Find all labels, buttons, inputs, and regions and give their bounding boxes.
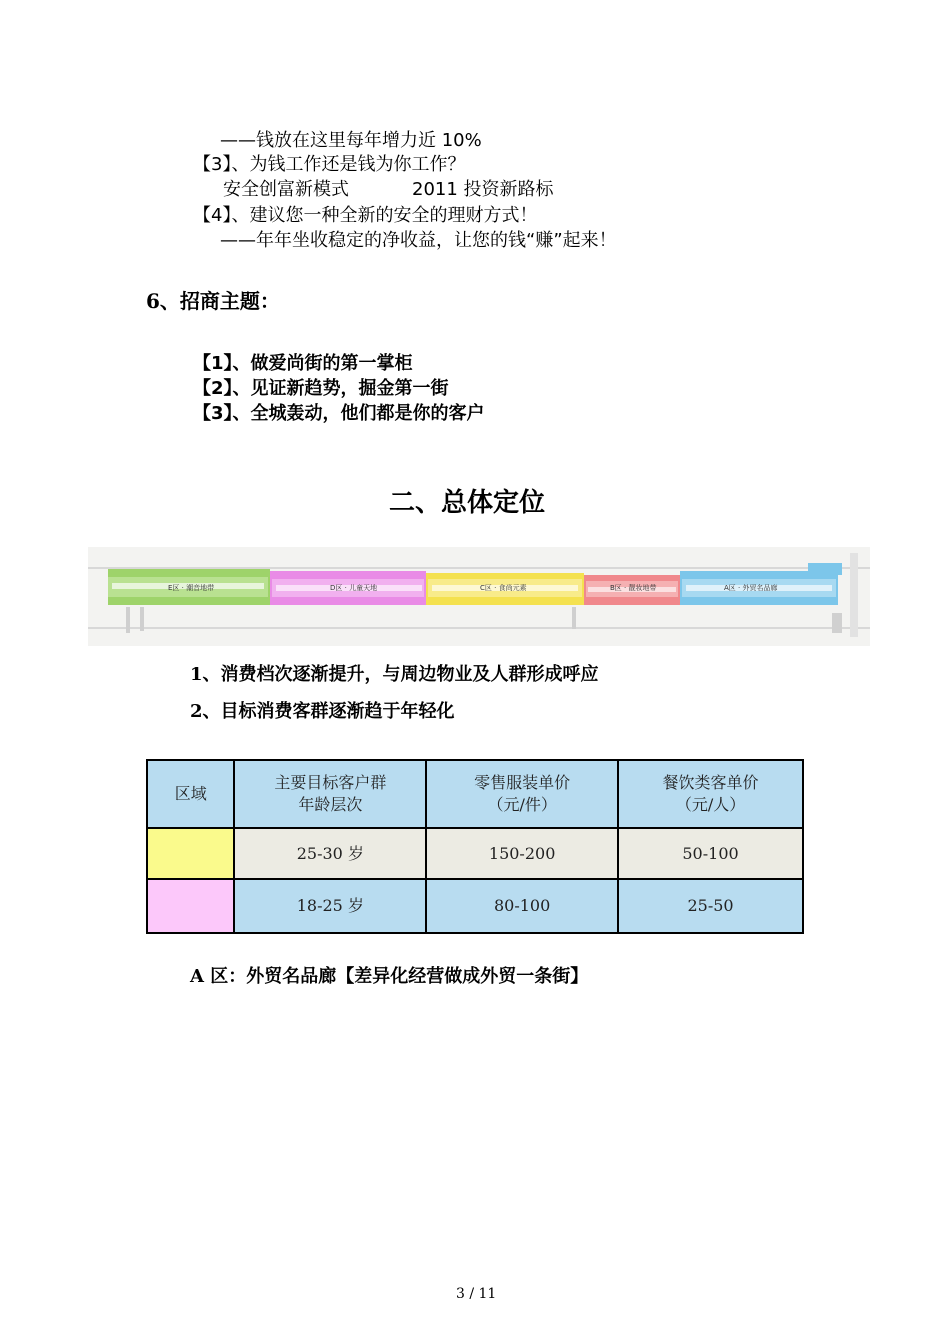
header-retail-line1: 零售服装单价 — [474, 773, 571, 792]
header-retail-line2: （元/件） — [487, 795, 557, 814]
header-zone-text: 区域 — [174, 784, 207, 803]
retail-price-cell: 150-200 — [426, 828, 618, 879]
site-plan-map — [88, 547, 870, 646]
table-row — [147, 879, 803, 933]
food-price-cell: 25-50 — [618, 879, 803, 933]
header-retail — [426, 760, 618, 828]
section-6-item-1: 【1】、做爱尚街的第一掌柜 — [193, 353, 413, 374]
retail-price-cell: 80-100 — [426, 879, 618, 933]
positioning-table — [146, 759, 804, 934]
text-line-3a: 安全创富新模式 — [223, 179, 349, 200]
point-1: 1、消费档次逐渐提升，与周边物业及人群形成呼应 — [190, 664, 599, 685]
header-age-line1: 主要目标客户群 — [274, 773, 387, 792]
point-2: 2、目标消费客群逐渐趋于年轻化 — [190, 701, 455, 722]
site-plan-svg — [88, 547, 870, 646]
header-food-line1: 餐饮类客单价 — [662, 773, 759, 792]
text-line-4: 【4】、建议您一种全新的安全的理财方式！ — [193, 205, 538, 226]
zone-c-label: C区 · 食尚元素 — [480, 584, 527, 592]
table-row — [147, 828, 803, 879]
text-line-5: ——年年坐收稳定的净收益，让您的钱“赚”起来！ — [220, 230, 617, 251]
header-zone — [147, 760, 234, 828]
section-6-title: 6、招商主题： — [146, 289, 280, 313]
page-number: 3 / 11 — [456, 1286, 497, 1302]
header-food-line2: （元/人） — [675, 795, 746, 814]
zone-a-label: A区 · 外贸名品廊 — [724, 584, 778, 592]
zone-a-description: A 区：外贸名品廊【差异化经营做成外贸一条街】 — [190, 966, 589, 987]
section-6-item-2: 【2】、见证新趋势，掘金第一街 — [193, 378, 449, 399]
zone-e-label: E区 · 潮音地带 — [168, 584, 215, 592]
table-header-row — [147, 760, 803, 828]
text-line-3b: 2011 投资新路标 — [412, 179, 554, 200]
age-cell: 18-25 岁 — [234, 879, 426, 933]
header-food — [618, 760, 803, 828]
zone-swatch-yellow — [147, 828, 234, 879]
zone-b-label: B区 · 靓妆地带 — [610, 584, 657, 592]
zone-d-label: D区 · 儿童天地 — [330, 584, 378, 592]
section-6-item-3: 【3】、全城轰动，他们都是你的客户 — [193, 403, 485, 424]
header-age — [234, 760, 426, 828]
section-heading: 二、总体定位 — [389, 488, 546, 518]
text-line-1: ——钱放在这里每年增力近 10% — [220, 130, 482, 151]
header-age-line2: 年龄层次 — [298, 795, 363, 814]
food-price-cell: 50-100 — [618, 828, 803, 879]
zone-swatch-pink — [147, 879, 234, 933]
text-line-2: 【3】、为钱工作还是钱为你工作？ — [193, 154, 466, 175]
age-cell: 25-30 岁 — [234, 828, 426, 879]
